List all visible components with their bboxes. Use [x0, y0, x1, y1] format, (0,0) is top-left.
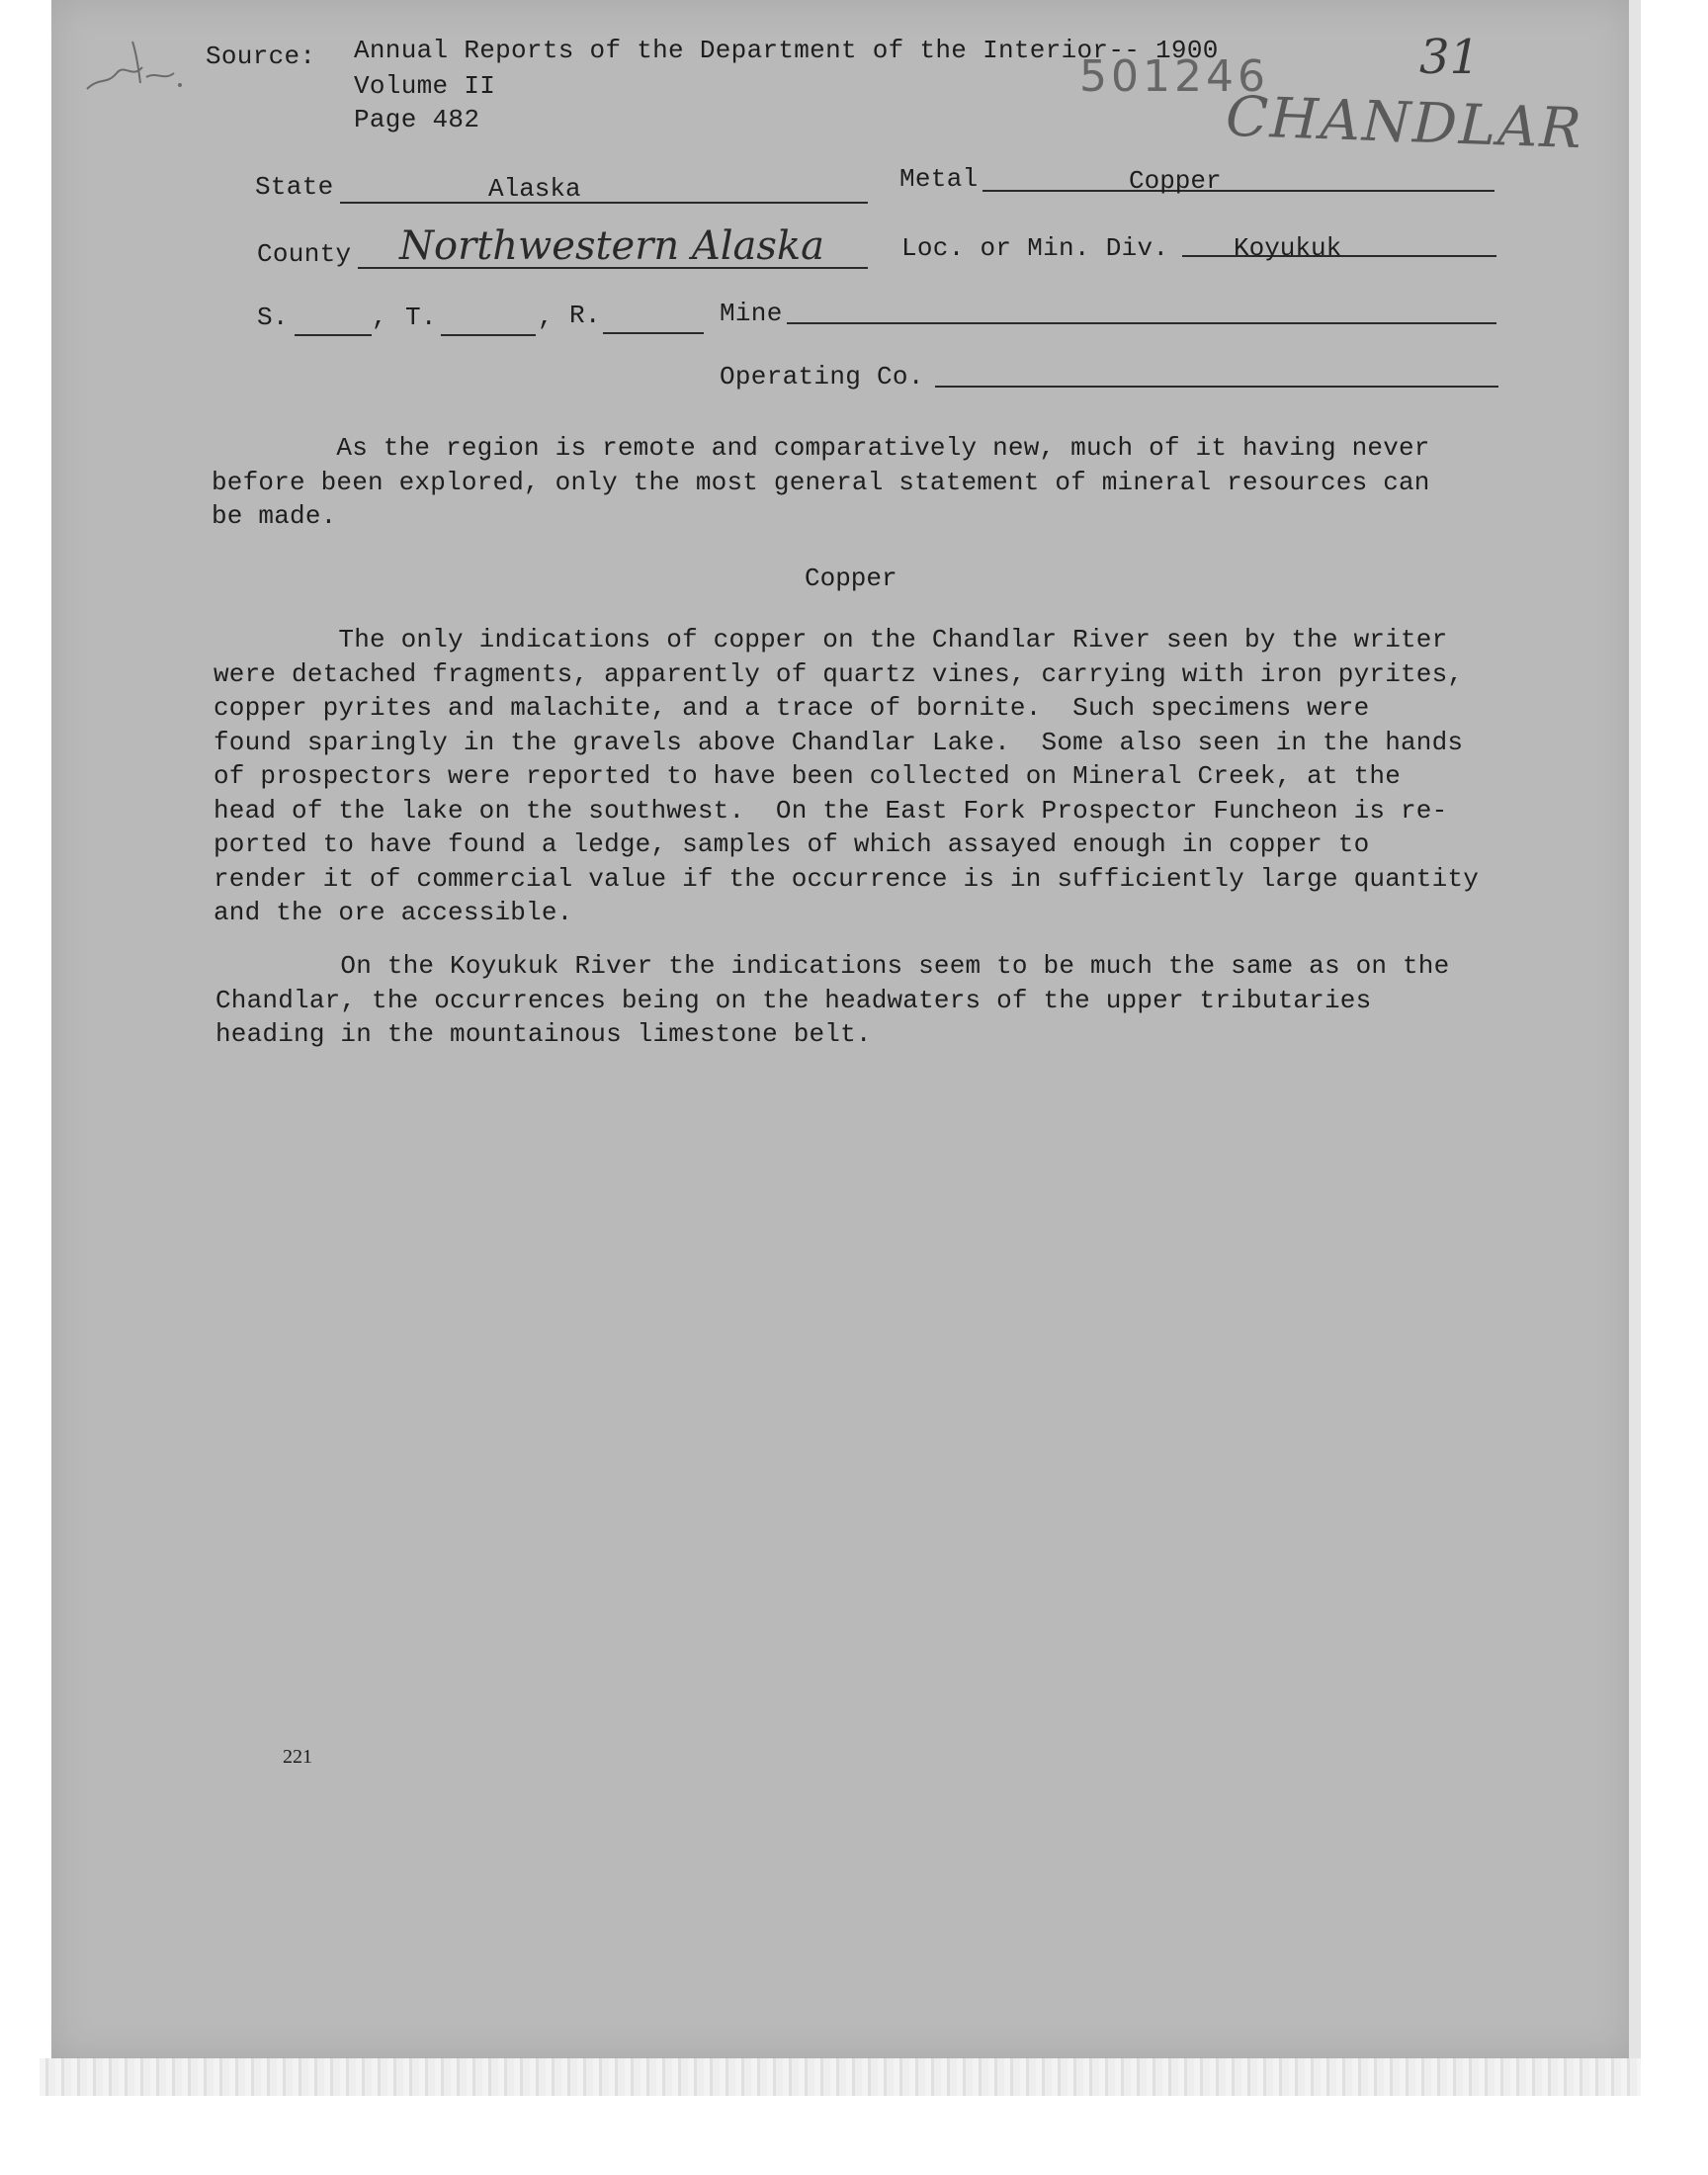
source-label: Source:: [206, 42, 316, 71]
source-line-2: Volume II: [354, 71, 496, 101]
t-label: T.: [405, 303, 437, 332]
operating-line: [935, 386, 1498, 388]
place-name-note: CHANDLAR: [1224, 84, 1584, 162]
scan-bottom-strip: [40, 2058, 1641, 2096]
source-line-3: Page 482: [354, 105, 480, 134]
metal-value: Copper: [1129, 166, 1222, 196]
loc-label: Loc. or Min. Div.: [901, 233, 1169, 263]
r-line: [603, 332, 704, 334]
state-line: [340, 202, 868, 204]
metal-line: [982, 190, 1494, 192]
file-number-stamp: 501246: [1079, 51, 1269, 102]
s-label: S.: [257, 303, 289, 332]
copper-paragraph-1: The only indications of copper on the Chandlar River seen by the writer were detached fragments, apparently of quartz vines, carrying with iron pyrites, copper pyrites and malachite, and a trace of bornite. Such specimens were found sparingly in the gravels above Chandlar Lake. Some also seen in the hands of prospectors were reported to have been collected on Mineral Creek, at the head of the lake on the southwest. On the East Fork Prospector Funcheon is re- ported to have found a ledge, samples of which assayed enough in copper to render it of commercial value if the occurrence is in sufficiently large quantity and the ore accessible.: [214, 625, 1480, 927]
state-value: Alaska: [488, 174, 581, 204]
s-line: [295, 334, 372, 336]
intro-paragraph: As the region is remote and comparatively new, much of it having never before been explored, only the most general statement of mineral resources can be made.: [212, 433, 1430, 531]
county-label: County: [257, 239, 352, 269]
county-value: Northwestern Alaska: [399, 223, 824, 269]
source-line-1: Annual Reports of the Department of the Interior-- 1900: [354, 36, 1219, 65]
page-number: 221: [283, 1746, 312, 1768]
metal-label: Metal: [899, 164, 979, 194]
operating-label: Operating Co.: [720, 362, 924, 392]
mine-label: Mine: [720, 299, 783, 328]
sheet-number: 31: [1419, 30, 1481, 85]
section-heading: Copper: [805, 564, 897, 593]
t-comma: ,: [538, 303, 554, 332]
pencil-scribble: [77, 28, 186, 107]
copper-paragraph-2: On the Koyukuk River the indications seem to be much the same as on the Chandlar, the occurrences being on the headwaters of the upper tributaries heading in the mountainous limestone belt.: [215, 951, 1450, 1049]
t-line: [441, 334, 536, 336]
sheet-edge: [1629, 0, 1641, 2058]
s-comma: ,: [372, 303, 387, 332]
mine-line: [787, 322, 1496, 324]
loc-value: Koyukuk: [1234, 233, 1342, 263]
r-label: R.: [569, 301, 601, 330]
state-label: State: [255, 172, 334, 202]
